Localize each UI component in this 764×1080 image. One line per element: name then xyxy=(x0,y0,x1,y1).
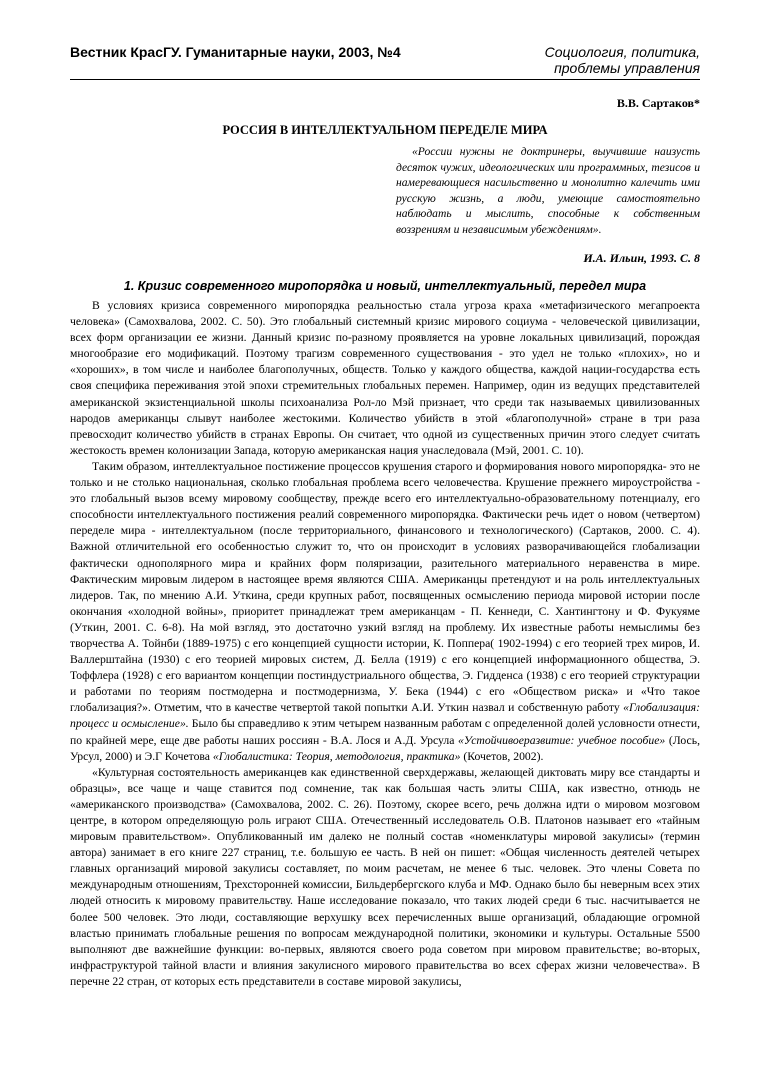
paragraph-text: (Лось, Урсул, 2000) и Э.Г Кочетова xyxy=(70,733,701,763)
paragraph: В условиях кризиса современного миропорядка реальностью стала угроза краха «метафизического мегапроекта человека» (Самохвалова, 2002. С. 50). Это глобальный системный кризис мирового социума - человеческой цивилизации, всех форм организации ее жизни. Данный кризис по-разному проявляется на уровне локальных цивилизаций, порождая многообразие его модификаций. Поэтому трагизм современного существования - это удел не только «плохих», но и «хороших», в том числе и наиболее благополучных, обществ. Только у каждого общества, каждой нации-государства есть своя специфика переживания этой эпохи стремительных глобальных перемен. Например, один из ведущих представителей американской экзистенциальной школы психоанализа Рол-ло Мэй признает, что среди так называемых цивилизованных народов американцы слывут наиболее жестокими. Количество убийств в этой «благополучной» стране в три раза превосходит количество убийств в странах Европы. Он считает, что одной из существенных причин этого следует считать жестокость времен колонизации Запада, которую американская нация унаследовала (Мэй, 2001. С. 10). xyxy=(70,299,700,457)
article-body xyxy=(70,298,700,990)
paragraph: «Культурная состоятельность американцев как единственной сверхдержавы, желающей диктовать миру все стандарты и образцы», все чаще и чаще ставится под сомнение, так как большая часть элиты США, как известно, отнюдь не «американского производства» (Самохвалова, 2002. С. 26). Поэтому, скорее всего, речь должна идти о мировом мозговом центре, в котором определяющую роль играют США. Отечественный исследователь О.В. Платонов называет его «тайным мировым правительством». Опубликованный им далеко не полный состав «номенклатуры мировой закулисы» (термин автора) занимает в его книге 227 страниц, т.е. большую ее часть. В ней он пишет: «Общая численность деятелей четырех главных организаций мировой закулисы составляет, по моим расчетам, не менее 6 тыс. человек. Это члены Совета по международным отношениям, Трехсторонней комиссии, Бильдербергского клуба и МФ. Однако было бы неверным всех этих людей относить к мировому правительству. Наше исследование показало, что таких людей среди 6 тыс. насчитывается не более 500 человек. Это люди, составляющие верхушку всех перечисленных выше организаций, обладающие огромной властью принимать глобальные решения по вопросам международной политики, экономики и культуры. Остальные 5500 выполняют две важнейшие функции: во-первых, являются своего рода советом при мировом правительстве; во-вторых, инфраструктурой тайной власти и влияния закулисного мирового правительства во всех сферах жизни человечества». В перечне 22 стран, от которых есть представители в составе мировой закулисы, xyxy=(70,765,700,988)
epigraph-source: И.А. Ильин, 1993. С. 8 xyxy=(583,251,700,265)
paragraph-text: Таким образом, интеллектуальное постижение процессов крушения старого и формирования нового миропорядка- это не только и не столько национальная, сколько глобальная проблема всего человечества. Крушение прежнего мироустройства - это глобальный вызов всему мировому сообществу, прежде всего его интеллектуально-образовательному потенциалу, его способности интеллектуального постижения реалий современного миропорядка. Фактически речь идет о новом (четвертом) переделе мира - интеллектуальном (после территориального, финансового и технологического) (Сартаков, 2000. С. 4). Важной отличительной его особенностью служит то, что он происходит в условиях разворачивающейся глобализации фактически однополярного мира и крайних форм поляризации, разительного материального неравенства в мире. Фактическим мировым лидером в настоящее время являются США. Американцы претендуют и на роль интеллектуальных лидеров. Так, по мнению А.И. Уткина, среди крупных работ, посвященных осмыслению периода мировой истории после окончания «холодной войны», приоритет принадлежат трем американцам - П. Кеннеди, С. Хантингтону и Ф. Фукуяме (Уткин, 2001. С. 6-8). На мой взгляд, это достаточно узкий взгляд на проблему. Их известные работы немыслимы без творчества А. Тойнби (1889-1975) с его концепцией сущности истории, К. Поппера( 1902-1994) с его теорией трех миров, И. Валлерштайна (1930) с его теорией мировых систем, Д. Белла (1919) с его концепцией информационного общества, Э. Тоффлера (1928) с его вариантом концепции постиндустриального общества, Э. Гидденса (1938) с его теорией структурации и работами по теориям постмодерна и постмодернизма, У. Бека (1944) с его «Обществом риска» и «Что такое глобализация?». Отметим, что в качестве четвертой такой попытки А.И. Уткин назвал и собственную работу xyxy=(70,459,700,715)
paragraph xyxy=(70,459,700,765)
section-header: Социология, политика, проблемы управления xyxy=(544,44,700,76)
cited-title: «Глобализация: процесс и осмысление». xyxy=(70,701,700,731)
paragraph-text: (Кочетов, 2002). xyxy=(460,749,544,763)
epigraph-quote: «России нужны не доктринеры, выучившие наизусть десяток чужих, идеологических или программных, тезисов и намеревающиеся насильственно и монолитно калечить ими русскую жизнь, а люди, умеющие самостоятельно наблюдать и мыслить, способные к собственным воззрениям и независимым убеждениям». xyxy=(396,145,700,236)
author-name: В.В. Сартаков* xyxy=(616,96,700,110)
paragraph-text: Было бы справедливо к этим четырем названным работам с определенной долей условности отнести, по крайней мере, еще две работы наших россиян - В.А. Лося и А.Д. Урсула xyxy=(70,717,700,747)
cited-title: «Глобалистика: Теория, методология, практика» xyxy=(212,749,461,763)
cited-title: «Устойчивоеразвитие: учебное пособие» xyxy=(458,733,666,747)
section-heading: 1. Кризис современного миропорядка и новый, интеллектуальный, передел мира xyxy=(123,279,647,293)
article-title: РОССИЯ В ИНТЕЛЛЕКТУАЛЬНОМ ПЕРЕДЕЛЕ МИРА xyxy=(222,123,548,137)
journal-header: Вестник КрасГУ. Гуманитарные науки, 2003, №4 xyxy=(70,44,401,60)
header-divider xyxy=(70,79,700,80)
